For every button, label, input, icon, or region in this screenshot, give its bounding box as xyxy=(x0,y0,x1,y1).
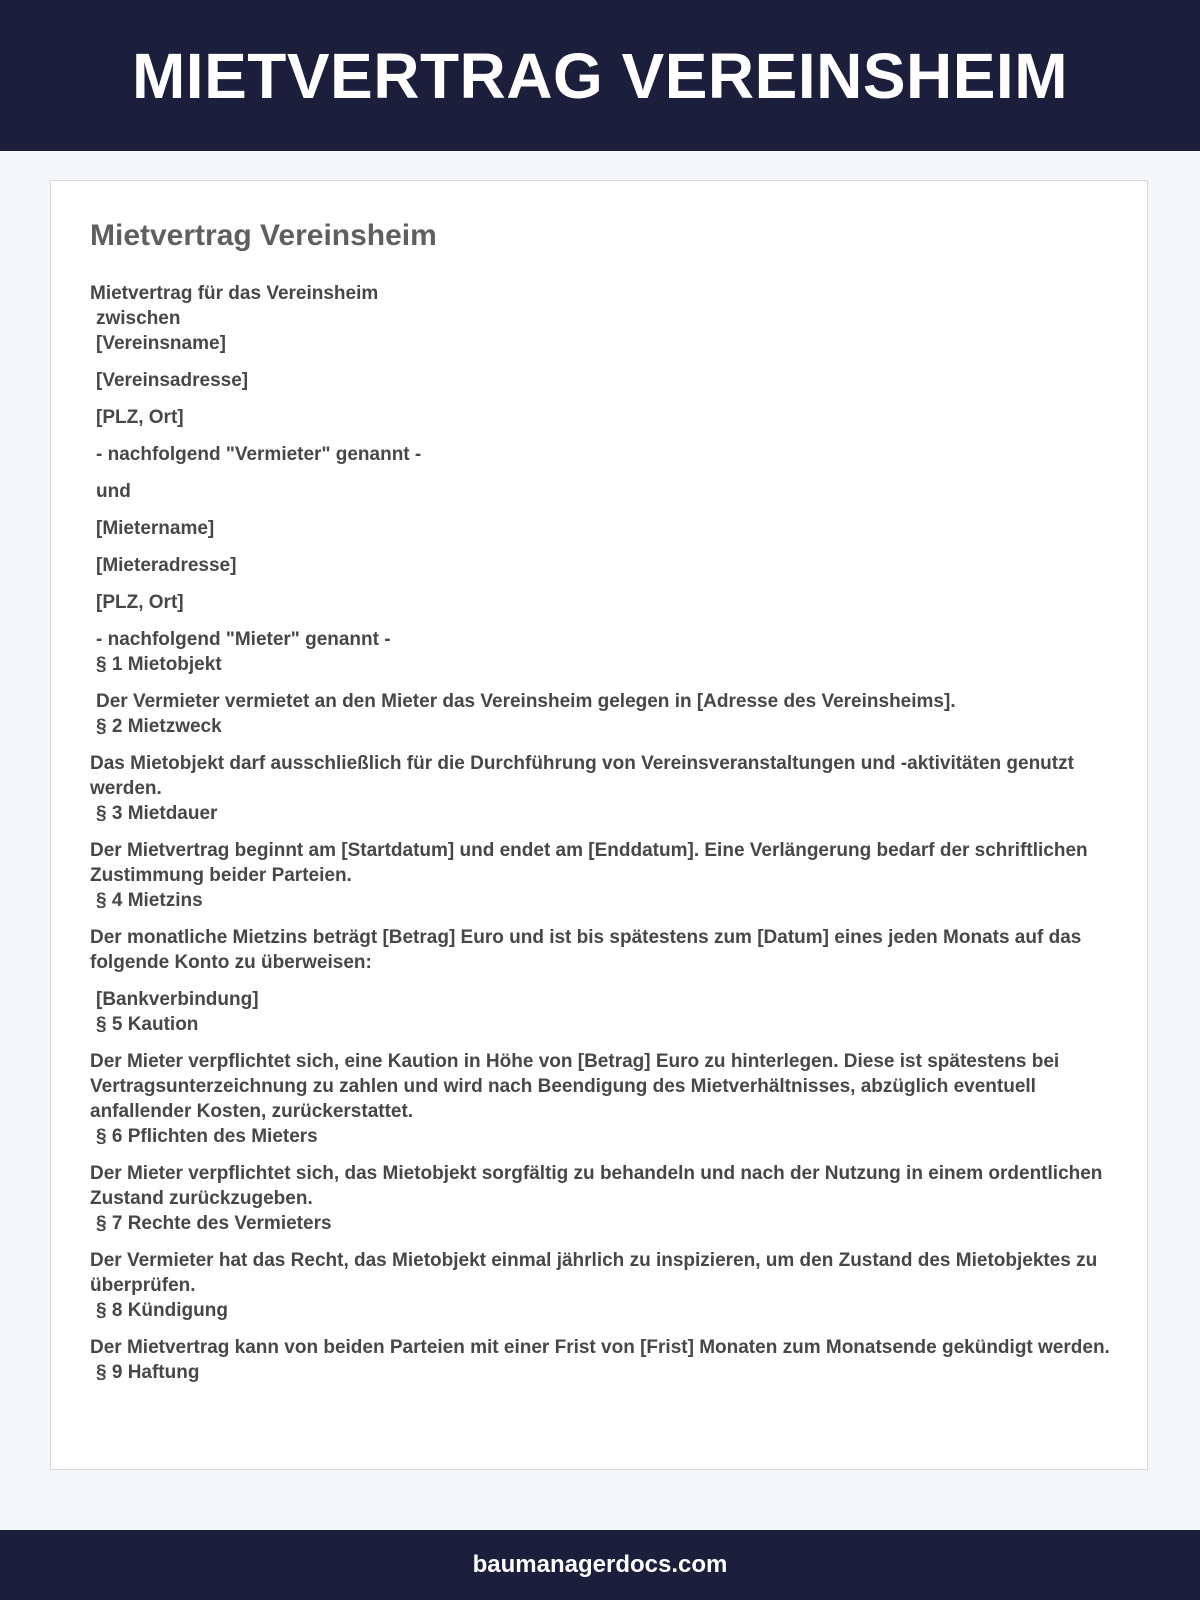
section-text-1: Der Vermieter vermietet an den Mieter das Vereinsheim gelegen in [Adresse des Vereinsheims]. xyxy=(96,691,956,712)
document-body xyxy=(90,281,1110,1385)
section-text-3: Der Mietvertrag beginnt am [Startdatum] und endet am [Enddatum]. Eine Verlängerung bedarf der schriftlichen Zustimmung beider Parteien. xyxy=(90,840,1088,886)
bank-details: [Bankverbindung] xyxy=(96,989,259,1010)
banner-title: MIETVERTRAG VEREINSHEIM xyxy=(131,39,1069,112)
header-banner xyxy=(0,0,1200,151)
landlord-role: - nachfolgend "Vermieter" genannt - xyxy=(96,444,422,465)
section-heading-1: § 1 Mietobjekt xyxy=(96,654,222,675)
section-heading-3: § 3 Mietdauer xyxy=(96,803,218,824)
tenant-address: [Mieteradresse] xyxy=(96,555,237,576)
document-title: Mietvertrag Vereinsheim xyxy=(90,219,437,252)
section-heading-7: § 7 Rechte des Vermieters xyxy=(96,1213,332,1234)
section-heading-8: § 8 Kündigung xyxy=(96,1300,228,1321)
landlord-name: [Vereinsname] xyxy=(96,333,226,354)
section-text-5: Der Mieter verpflichtet sich, eine Kaution in Höhe von [Betrag] Euro zu hinterlegen. Diese ist spätestens bei Vertragsunterzeichnung zu zahlen und wird nach Beendigung des Mietverhältnisses, abzüglich eventuell anfallender Kosten, zurückerstattet. xyxy=(90,1051,1060,1122)
tenant-city: [PLZ, Ort] xyxy=(96,592,184,613)
section-text-2: Das Mietobjekt darf ausschließlich für die Durchführung von Vereinsveranstaltungen und -aktivitäten genutzt werden. xyxy=(90,753,1074,799)
tenant-name: [Mietername] xyxy=(96,518,215,539)
and-line: und xyxy=(96,481,131,502)
section-text-8: Der Mietvertrag kann von beiden Parteien mit einer Frist von [Frist] Monaten zum Monatsende gekündigt werden. xyxy=(90,1337,1110,1358)
landlord-city: [PLZ, Ort] xyxy=(96,407,184,428)
section-text-6: Der Mieter verpflichtet sich, das Mietobjekt sorgfältig zu behandeln und nach der Nutzung in einem ordentlichen Zustand zurückzugeben. xyxy=(90,1163,1103,1209)
section-heading-4: § 4 Mietzins xyxy=(96,890,203,911)
section-heading-5: § 5 Kaution xyxy=(96,1014,199,1035)
section-text-7: Der Vermieter hat das Recht, das Mietobjekt einmal jährlich zu inspizieren, um den Zustand des Mietobjektes zu überprüfen. xyxy=(90,1250,1098,1296)
footer-site-link[interactable]: baumanagerdocs.com xyxy=(472,1551,728,1578)
section-heading-9: § 9 Haftung xyxy=(96,1362,200,1383)
section-heading-2: § 2 Mietzweck xyxy=(96,716,222,737)
landlord-address: [Vereinsadresse] xyxy=(96,370,249,391)
footer-bar xyxy=(0,1530,1200,1600)
intro-line: Mietvertrag für das Vereinsheim xyxy=(90,283,379,304)
section-heading-6: § 6 Pflichten des Mieters xyxy=(96,1126,318,1147)
tenant-role: - nachfolgend "Mieter" genannt - xyxy=(96,629,391,650)
section-text-4: Der monatliche Mietzins beträgt [Betrag] Euro und ist bis spätestens zum [Datum] eines jeden Monats auf das folgende Konto zu überweisen: xyxy=(90,927,1082,973)
document-card xyxy=(50,180,1148,1470)
between-line: zwischen xyxy=(96,308,181,329)
